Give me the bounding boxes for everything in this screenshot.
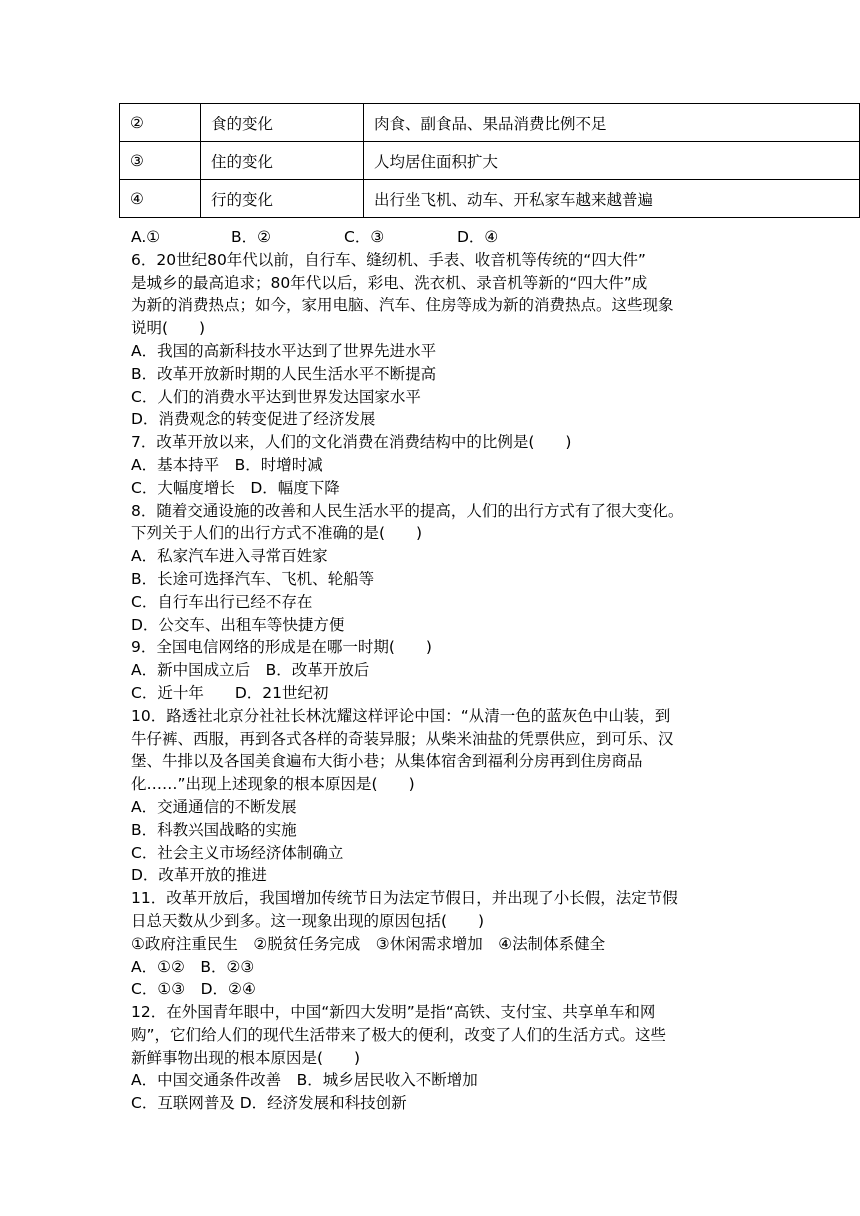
row-category: 行的变化 <box>201 180 364 218</box>
text-line: 化……”出现上述现象的根本原因是( ) <box>131 775 415 794</box>
text-line: C．近十年 D．21世纪初 <box>131 683 329 702</box>
text-line: B．科教兴国战略的实施 <box>131 820 297 839</box>
text-line: 新鲜事物出现的根本原因是( ) <box>131 1048 361 1067</box>
row-description: 出行坐飞机、动车、开私家车越来越普遍 <box>364 180 860 218</box>
table-row <box>120 104 860 142</box>
row-description: 肉食、副食品、果品消费比例不足 <box>364 104 860 142</box>
question-lines <box>131 249 860 1115</box>
q5-options <box>131 226 860 249</box>
text-line: B．长途可选择汽车、飞机、轮船等 <box>131 569 375 588</box>
option-c: C．③ <box>344 228 385 246</box>
text-line: 8．随着交通设施的改善和人民生活水平的提高，人们的出行方式有了很大变化。 <box>131 501 684 520</box>
change-table <box>119 103 860 218</box>
option-d: D．④ <box>457 228 499 246</box>
text-line: 购”，它们给人们的现代生活带来了极大的便利，改变了人们的生活方式。这些 <box>131 1025 667 1044</box>
text-line: B．改革开放新时期的人民生活水平不断提高 <box>131 364 437 383</box>
row-category: 食的变化 <box>201 104 364 142</box>
text-line: 12．在外国青年眼中，中国“新四大发明”是指“高铁、支付宝、共享单车和网 <box>131 1003 656 1022</box>
text-line: 6．20世纪80年代以前，自行车、缝纫机、手表、收音机等传统的“四大件” <box>131 250 646 269</box>
text-line: C．人们的消费水平达到世界发达国家水平 <box>131 387 421 406</box>
row-number: ③ <box>120 142 201 180</box>
table-row <box>120 142 860 180</box>
text-line: C．自行车出行已经不存在 <box>131 592 313 611</box>
row-description: 人均居住面积扩大 <box>364 142 860 180</box>
text-line: A．私家汽车进入寻常百姓家 <box>131 547 328 566</box>
text-line: D．公交车、出租车等快捷方便 <box>131 615 345 634</box>
text-line: 日总天数从少到多。这一现象出现的原因包括( ) <box>131 911 485 930</box>
row-number: ④ <box>120 180 201 218</box>
text-line: 11．改革开放后，我国增加传统节日为法定节假日，并出现了小长假，法定节假 <box>131 889 678 908</box>
text-line: 是城乡的最高追求；80年代以后，彩电、洗衣机、录音机等新的“四大件”成 <box>131 273 648 292</box>
row-number: ② <box>120 104 201 142</box>
table-row <box>120 180 860 218</box>
text-line: 为新的消费热点；如今，家用电脑、汽车、住房等成为新的消费热点。这些现象 <box>131 296 674 315</box>
text-line: 牛仔裤、西服，再到各式各样的奇装异服；从柴米油盐的凭票供应，到可乐、汉 <box>131 729 674 748</box>
text-line: C．大幅度增长 D．幅度下降 <box>131 478 340 497</box>
text-line: 下列关于人们的出行方式不准确的是( ) <box>131 524 423 543</box>
text-line: A．新中国成立后 B．改革开放后 <box>131 661 370 680</box>
text-line: A．①② B．②③ <box>131 957 255 976</box>
option-a: A.① <box>131 228 161 246</box>
row-category: 住的变化 <box>201 142 364 180</box>
text-line: ①政府注重民生 ②脱贫任务完成 ③休闲需求增加 ④法制体系健全 <box>131 934 606 953</box>
option-b: B．② <box>231 228 272 246</box>
text-line: A．交通通信的不断发展 <box>131 797 297 816</box>
text-line: C．社会主义市场经济体制确立 <box>131 843 344 862</box>
text-line: 9．全国电信网络的形成是在哪一时期( ) <box>131 638 432 657</box>
text-line: D．改革开放的推进 <box>131 866 267 885</box>
text-line: 7．改革开放以来，人们的文化消费在消费结构中的比例是( ) <box>131 433 572 452</box>
question-text <box>131 226 860 1115</box>
text-line: 堡、牛排以及各国美食遍布大街小巷；从集体宿舍到福利分房再到住房商品 <box>131 752 643 771</box>
text-line: A．中国交通条件改善 B．城乡居民收入不断增加 <box>131 1071 478 1090</box>
text-line: C．互联网普及 D．经济发展和科技创新 <box>131 1094 407 1113</box>
text-line: C．①③ D．②④ <box>131 980 256 999</box>
text-line: A．我国的高新科技水平达到了世界先进水平 <box>131 341 437 360</box>
text-line: D．消费观念的转变促进了经济发展 <box>131 410 376 429</box>
text-line: 10．路透社北京分社社长林沈耀这样评论中国：“从清一色的蓝灰色中山装，到 <box>131 706 671 725</box>
text-line: A．基本持平 B．时增时减 <box>131 455 323 474</box>
text-line: 说明( ) <box>131 319 206 338</box>
